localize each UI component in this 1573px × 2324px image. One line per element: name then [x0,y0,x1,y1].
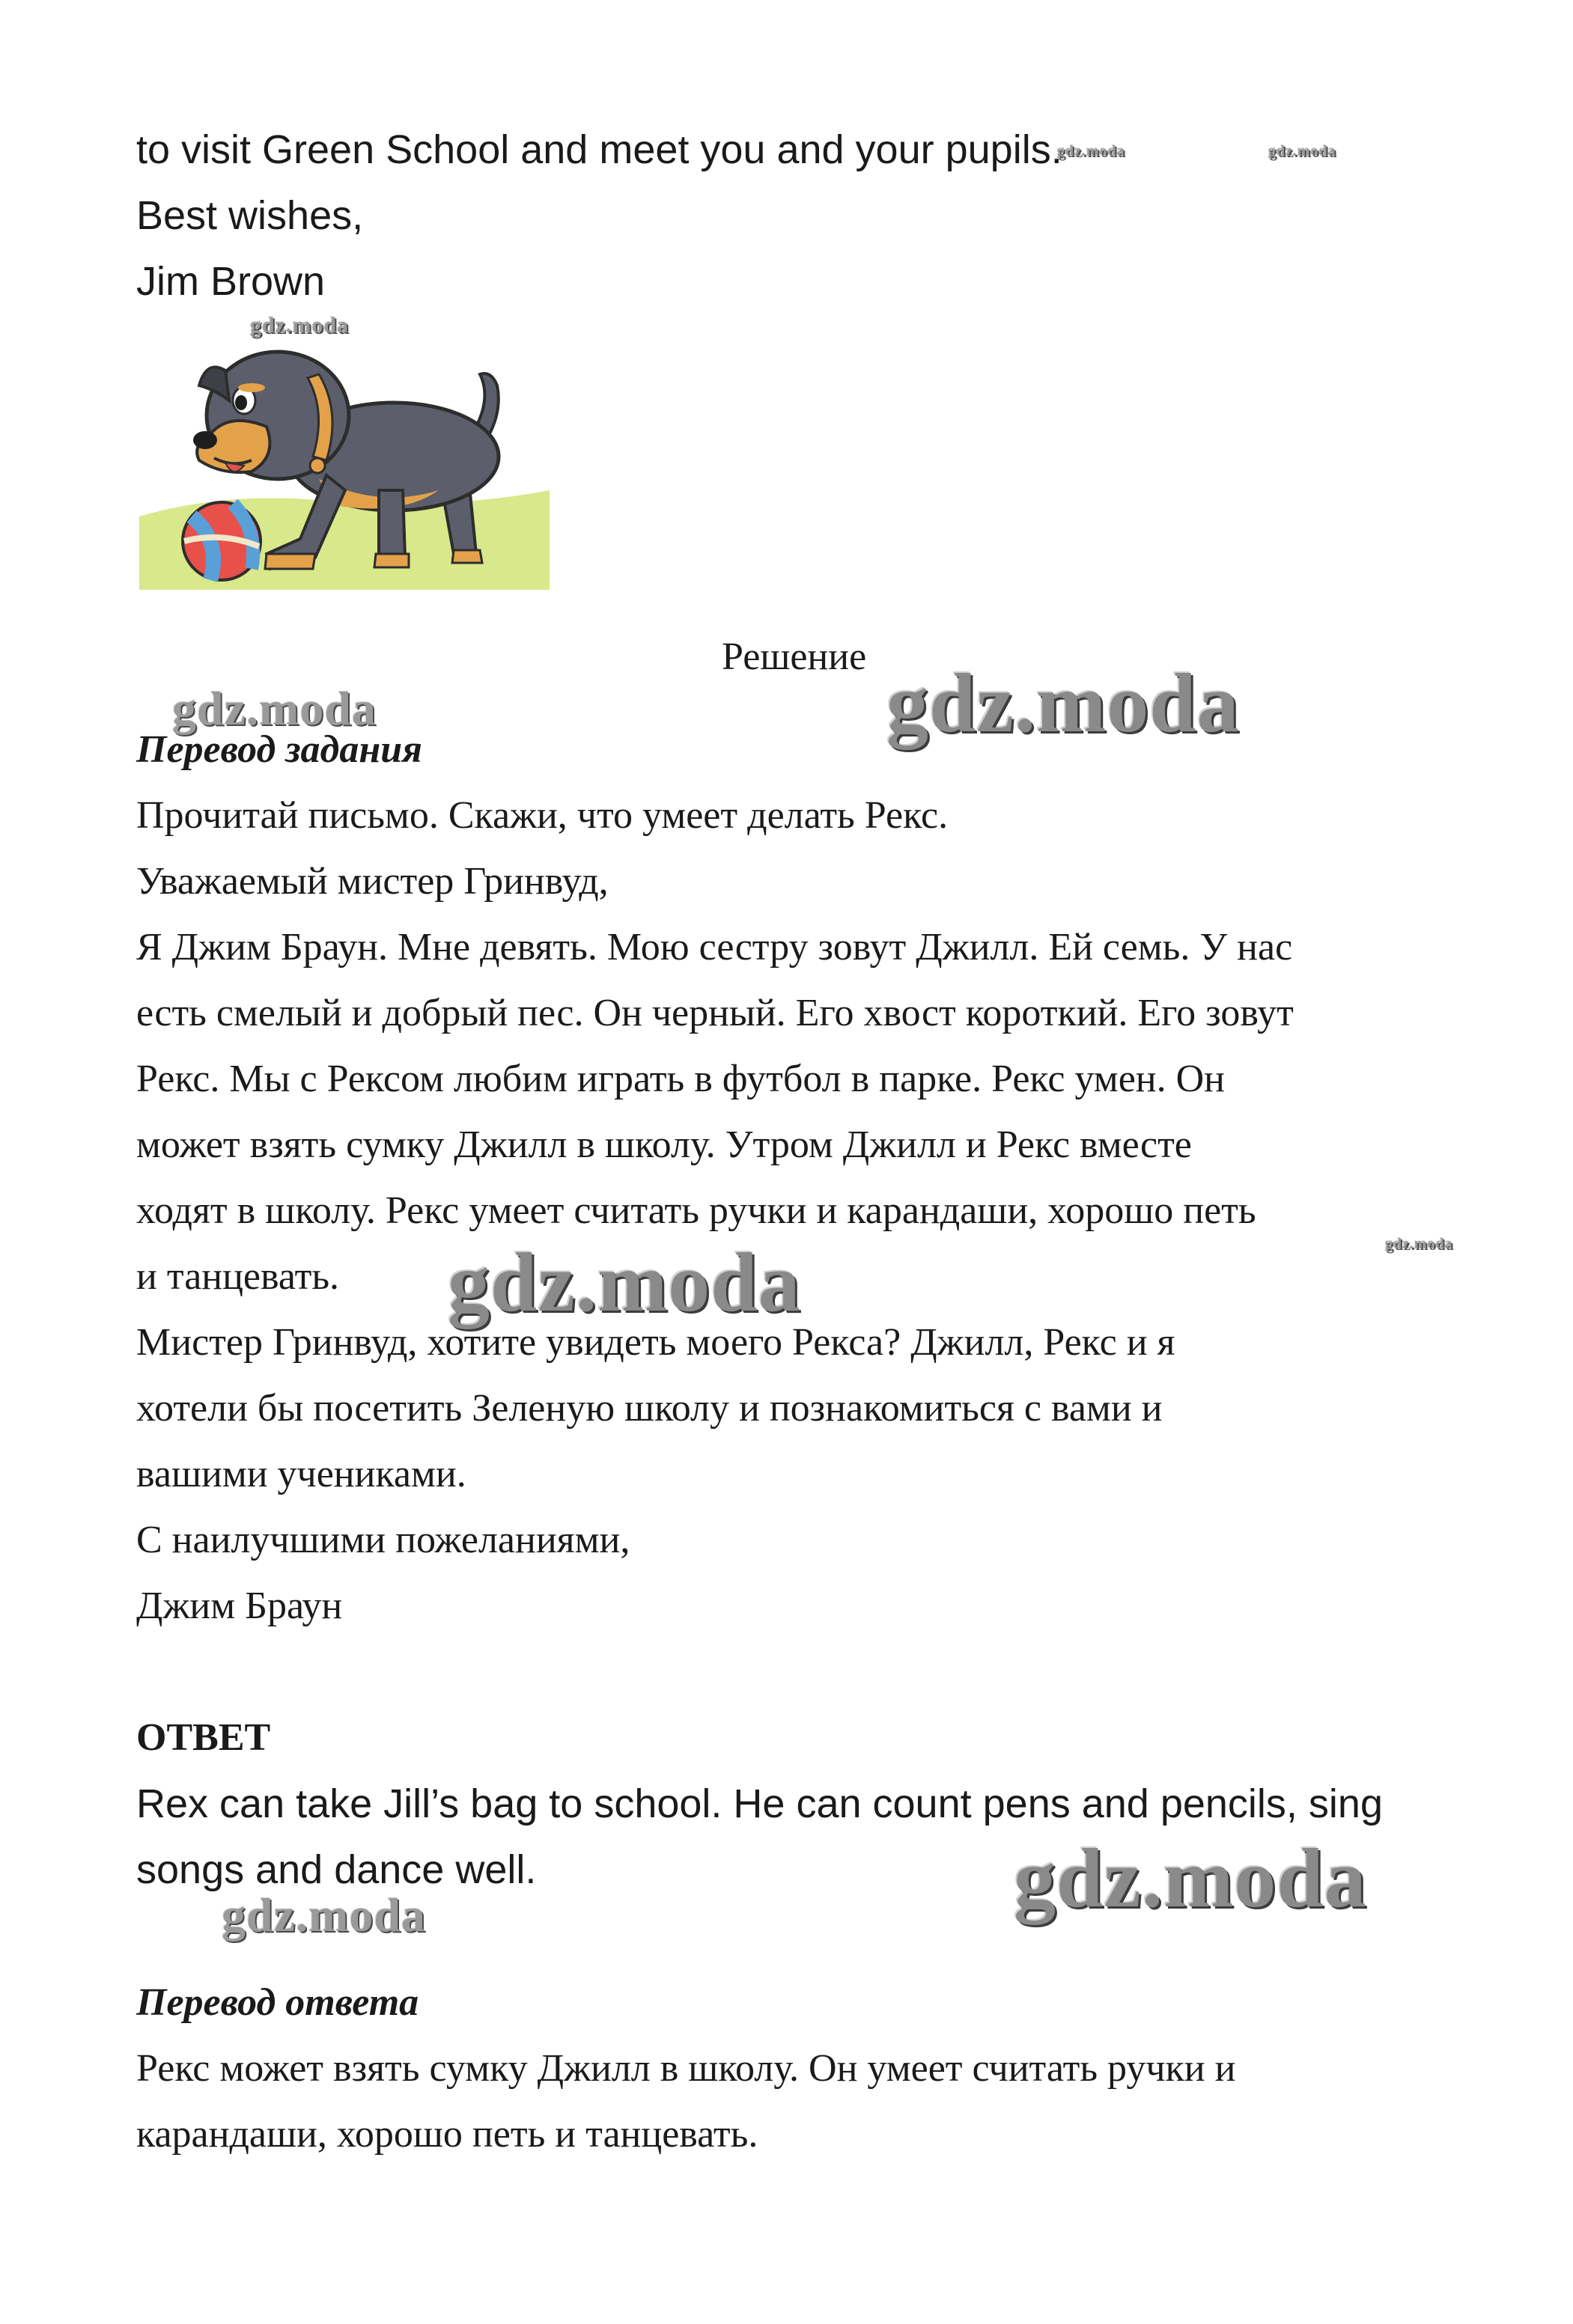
translation-task-line: Я Джим Браун. Мне девять. Мою сестру зовут Джилл. Ей семь. У нас [136,926,1293,969]
letter-signature: Jim Brown [136,259,326,304]
translation-task-line: С наилучшими пожеланиями, [136,1519,630,1561]
watermark: gdz.moda [250,313,350,338]
translation-task-line: Рекс. Мы с Рексом любим играть в футбол в парке. Рекс умен. Он [136,1058,1225,1100]
translation-task-line: Уважаемый мистер Гринвуд, [136,860,609,903]
watermark: gdz.moda [1057,143,1125,159]
watermark: gdz.moda [886,657,1240,750]
translation-task-line: есть смелый и добрый пес. Он черный. Его хвост короткий. Его зовут [136,992,1294,1034]
translation-task-line: Прочитай письмо. Скажи, что умеет делать Рекс. [136,794,949,837]
translation-task-line: вашими учениками. [136,1453,466,1495]
translation-task-line: и танцевать. [136,1255,340,1298]
letter-sign-off: Best wishes, [136,193,364,238]
watermark: gdz.moda [222,1888,426,1942]
translation-task-line: хотели бы посетить Зеленую школу и познакомиться с вами и [136,1387,1163,1430]
solution-heading: Решение [722,635,867,678]
translation-task-line: может взять сумку Джилл в школу. Утром Джилл и Рекс вместе [136,1123,1192,1166]
dog-with-ball-illustration [139,329,550,590]
answer-line: Rex can take Jill’s bag to school. He can count pens and pencils, sing [136,1781,1383,1826]
answer-heading: ОТВЕТ [136,1716,271,1759]
translation-answer-heading: Перевод ответа [136,1981,419,2024]
translation-task-heading: Перевод задания [136,728,422,771]
translation-task-line: ходят в школу. Рекс умеет считать ручки и карандаши, хорошо петь [136,1189,1256,1232]
translation-task-line: Джим Браун [136,1585,343,1627]
watermark: gdz.moda [172,682,377,735]
translation-task-line: Мистер Гринвуд, хотите увидеть моего Рекса? Джилл, Рекс и я [136,1321,1175,1364]
translation-answer-line: карандаши, хорошо петь и танцевать. [136,2113,758,2156]
answer-line: songs and dance well. [136,1847,537,1892]
letter-line-closing: to visit Green School and meet you and your pupils. [136,127,1062,172]
translation-answer-line: Рекс может взять сумку Джилл в школу. Он умеет считать ручки и [136,2047,1236,2090]
watermark: gdz.moda [448,1236,801,1329]
watermark: gdz.moda [1014,1832,1367,1925]
watermark: gdz.moda [1268,143,1336,159]
watermark: gdz.moda [1385,1236,1453,1252]
